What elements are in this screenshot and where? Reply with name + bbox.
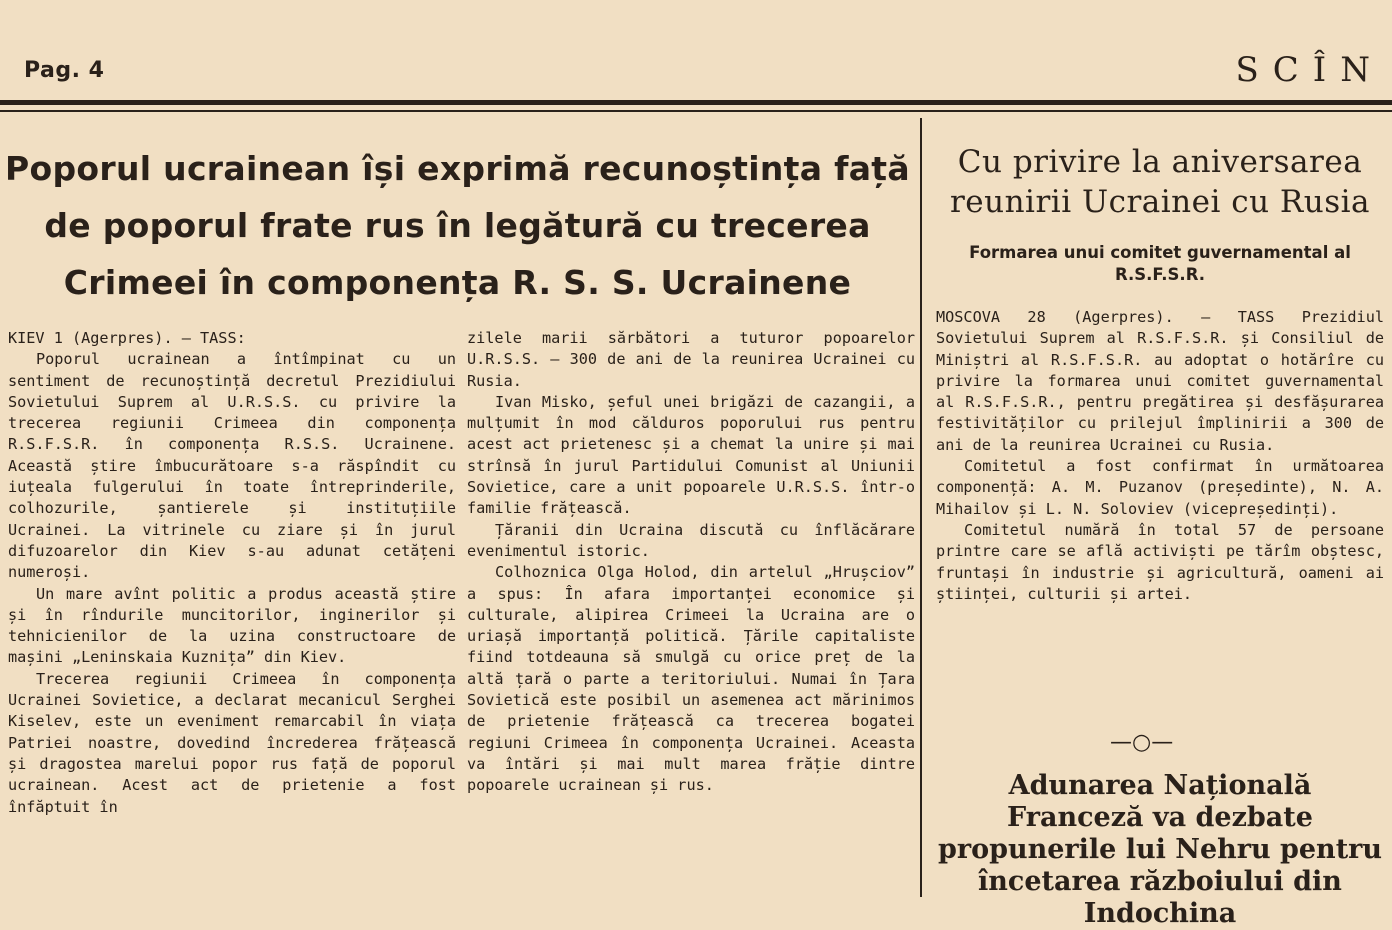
newspaper-name: SCÎN xyxy=(1235,50,1384,90)
main-headline: Poporul ucrainean își exprimă recunoștința față de poporul frate rus în legătură cu trecerea Crimeei în componența R. S. S. Ucrainene xyxy=(5,149,910,302)
header-rule-thin xyxy=(0,110,1392,112)
paragraph: Ivan Misko, șeful unei brigăzi de cazangii, a mulțumit în mod călduros poporului rus pentru acest act prietenesc și a chemat la unire și mai strînsă în jurul Partidului Comunist al Uniunii Sovietice, care a unit popoarele U.R.S.S. într-o familie frățească. xyxy=(467,392,915,518)
paragraph: Un mare avînt politic a produs această știre și în rîndurile muncitorilor, inginerilor și tehnicienilor de la uzina constructoare de mașini „Leninskaia Kuznița” din Kiev. xyxy=(8,584,456,667)
main-article-column-1 xyxy=(8,328,456,818)
column-divider xyxy=(920,118,922,897)
section-separator: —○— xyxy=(1110,730,1174,755)
bottom-article-title: Adunarea Națională Franceză va dezbate propunerile lui Nehru pentru încetarea războiului din Indochina xyxy=(937,770,1383,929)
paragraph: Poporul ucrainean a întîmpinat cu un sentiment de recunoștință decretul Prezidiului Sovietului Suprem al U.R.S.S. cu privire la trecerea regiunii Crimeea din componența R.S.F.S.R. în componența R.S.S. Ucrainene. Această știre îmbucurătoare s-a răspîndit cu iuțeala fulgerului în toate întreprinderile, colhozurile, șantierele și instituțiile Ucrainei. La vitrinele cu ziare și în jurul difuzoarelor din Kiev s-au adunat cetățeni numeroși. xyxy=(8,350,456,582)
page-number: Pag. 4 xyxy=(24,58,105,83)
side-article-title: Cu privire la aniversarea reunirii Ucrainei cu Rusia xyxy=(949,144,1371,220)
side-article-subtitle: Formarea unui comitet guvernamental al R.S.F.S.R. xyxy=(969,243,1351,284)
paragraph: Comitetul a fost confirmat în următoarea componență: A. M. Puzanov (președinte), N. A. Mihailov și L. N. Soloviev (vicepreședinți). xyxy=(936,457,1384,518)
dateline: KIEV 1 (Agerpres). — TASS: xyxy=(8,329,246,347)
side-article-body xyxy=(936,307,1384,605)
paragraph: Colhoznica Olga Holod, din artelul „Hrușciov” a spus: În afara importanței economice și culturale, alipirea Crimeei la Ucraina are o uriașă importanță politică. Țările capitaliste fiind totdeauna să smulgă cu orice preț de la altă țară o parte a teritoriului. Numai în Țara Sovietică este posibil un asemenea act mărinimos de prietenie frățească ca trecerea bogatei regiuni Crimeea în componența Ucrainei. Aceasta va întări și mai mult marea frăție dintre popoarele ucrainean și rus. xyxy=(467,563,915,795)
paragraph: Țăranii din Ucraina discută cu înflăcărare evenimentul istoric. xyxy=(467,520,915,560)
main-article-column-2 xyxy=(467,328,915,797)
paragraph: Trecerea regiunii Crimeea în componența Ucrainei Sovietice, a declarat mecanicul Serghei Kiselev, este un eveniment remarcabil în viața Patriei noastre, dovedind încrederea frățească și dragostea marelui popor rus față de poporul ucrainean. Acest act de prietenie a fost înfăptuit în xyxy=(8,669,456,816)
paragraph: Comitetul numără în total 57 de persoane printre care se află activiști pe tărîm obștesc, fruntași în industrie și agricultură, oameni ai științei, culturii și artei. xyxy=(936,520,1384,603)
header-rule-thick xyxy=(0,100,1392,105)
paragraph: MOSCOVA 28 (Agerpres). — TASS Prezidiul Sovietului Suprem al R.S.F.S.R. și Consiliul de Miniștri al R.S.F.S.R. au adoptat o hotărîre cu privire la formarea unui comitet guvernamental al R.S.F.S.R., pentru pregătirea și desfășurarea festivităților cu prilejul împlinirii a 300 de ani de la reunirea Ucrainei cu Rusia. xyxy=(936,308,1384,454)
paragraph: zilele marii sărbători a tuturor popoarelor U.R.S.S. — 300 de ani de la reunirea Ucrainei cu Rusia. xyxy=(467,329,915,390)
